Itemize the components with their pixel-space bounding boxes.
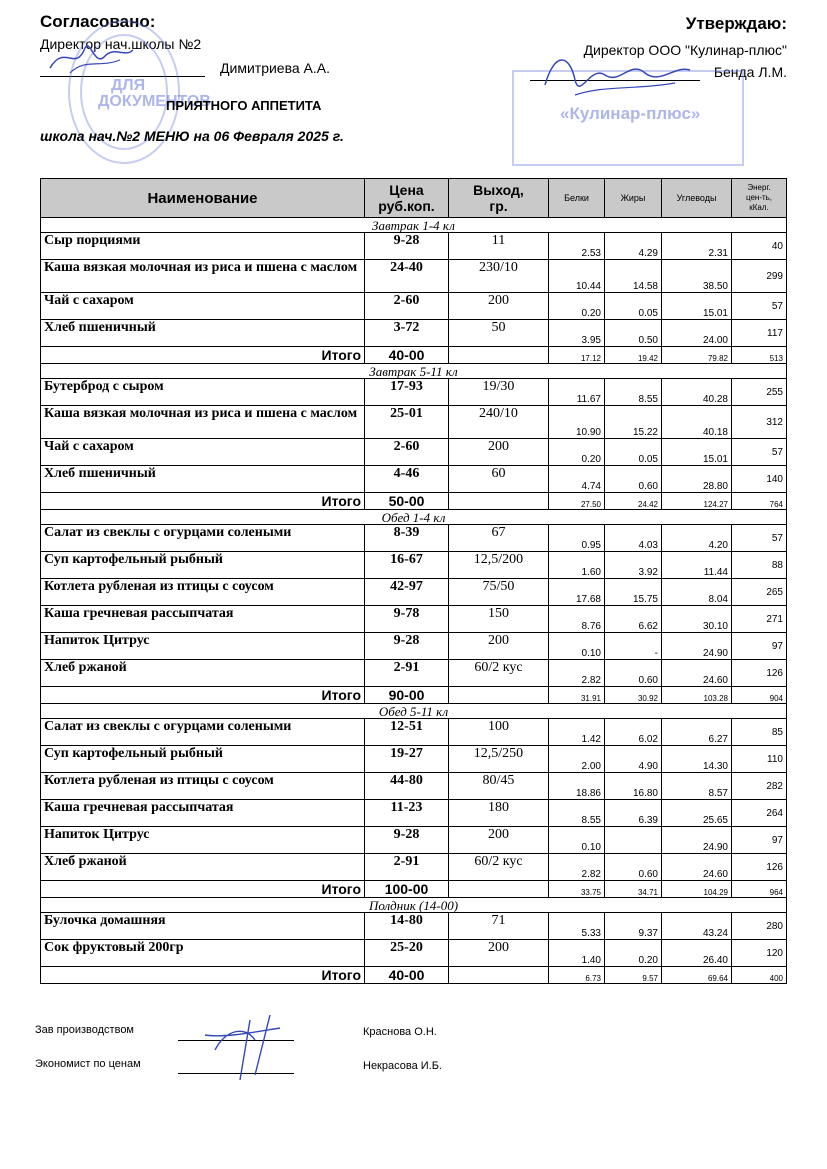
dish-proteins: 18.86 bbox=[549, 773, 605, 800]
total-price: 40-00 bbox=[365, 347, 449, 364]
total-row bbox=[41, 687, 787, 704]
dish-name: Булочка домашняя bbox=[41, 913, 365, 940]
col-carbs-header: Углеводы bbox=[662, 179, 732, 218]
dish-yield: 11 bbox=[449, 233, 549, 260]
dish-energy: 88 bbox=[732, 552, 787, 579]
approved-title: Согласовано: bbox=[40, 12, 156, 31]
dish-carbs: 28.80 bbox=[662, 466, 732, 493]
footer-role-2: Экономист по ценам bbox=[35, 1058, 141, 1070]
dish-fats: 6.62 bbox=[605, 606, 662, 633]
dish-price: 25-20 bbox=[365, 940, 449, 967]
section-title: Обед 1-4 кл bbox=[41, 510, 787, 525]
dish-price: 25-01 bbox=[365, 406, 449, 439]
section-title: Полдник (14-00) bbox=[41, 898, 787, 913]
dish-energy: 312 bbox=[732, 406, 787, 439]
dish-yield: 200 bbox=[449, 827, 549, 854]
dish-energy: 271 bbox=[732, 606, 787, 633]
left-position: Директор нач.школы №2 bbox=[40, 36, 202, 52]
dish-proteins: 5.33 bbox=[549, 913, 605, 940]
dish-row bbox=[41, 606, 787, 633]
dish-energy: 85 bbox=[732, 719, 787, 746]
total-price: 40-00 bbox=[365, 967, 449, 984]
dish-proteins: 0.10 bbox=[549, 633, 605, 660]
right-stamp-text: «Кулинар-плюс» bbox=[560, 104, 701, 123]
dish-yield: 240/10 bbox=[449, 406, 549, 439]
total-label: Итого bbox=[41, 347, 365, 364]
dish-fats bbox=[605, 827, 662, 854]
dish-carbs: 24.90 bbox=[662, 633, 732, 660]
total-yield-empty bbox=[449, 347, 549, 364]
col-name-header: Наименование bbox=[41, 179, 365, 218]
dish-yield: 75/50 bbox=[449, 579, 549, 606]
col-price-header: Цена руб.коп. bbox=[365, 179, 449, 218]
dish-price: 24-40 bbox=[365, 260, 449, 293]
dish-price: 2-60 bbox=[365, 293, 449, 320]
footer-role-1: Зав производством bbox=[35, 1024, 134, 1036]
dish-row bbox=[41, 439, 787, 466]
dish-row bbox=[41, 320, 787, 347]
dish-carbs: 24.90 bbox=[662, 827, 732, 854]
dish-carbs: 15.01 bbox=[662, 439, 732, 466]
total-energy: 964 bbox=[732, 881, 787, 898]
section-header-row bbox=[41, 704, 787, 719]
dish-proteins: 0.95 bbox=[549, 525, 605, 552]
total-fats: 30.92 bbox=[605, 687, 662, 704]
dish-price: 42-97 bbox=[365, 579, 449, 606]
total-label: Итого bbox=[41, 687, 365, 704]
dish-row bbox=[41, 719, 787, 746]
dish-name: Сыр порциями bbox=[41, 233, 365, 260]
total-yield-empty bbox=[449, 493, 549, 510]
dish-row bbox=[41, 913, 787, 940]
dish-energy: 282 bbox=[732, 773, 787, 800]
dish-proteins: 1.42 bbox=[549, 719, 605, 746]
dish-energy: 264 bbox=[732, 800, 787, 827]
dish-fats: 6.39 bbox=[605, 800, 662, 827]
dish-energy: 40 bbox=[732, 233, 787, 260]
dish-yield: 200 bbox=[449, 293, 549, 320]
dish-yield: 19/30 bbox=[449, 379, 549, 406]
dish-yield: 60/2 кус bbox=[449, 854, 549, 881]
section-header-row bbox=[41, 510, 787, 525]
total-energy: 400 bbox=[732, 967, 787, 984]
dish-fats: 0.60 bbox=[605, 854, 662, 881]
dish-proteins: 4.74 bbox=[549, 466, 605, 493]
dish-row bbox=[41, 233, 787, 260]
dish-carbs: 2.31 bbox=[662, 233, 732, 260]
col-fats-header: Жиры bbox=[605, 179, 662, 218]
table-header-row bbox=[41, 179, 787, 218]
menu-table bbox=[40, 178, 787, 984]
dish-proteins: 0.20 bbox=[549, 439, 605, 466]
dish-fats: 9.37 bbox=[605, 913, 662, 940]
dish-proteins: 0.20 bbox=[549, 293, 605, 320]
dish-row bbox=[41, 660, 787, 687]
total-energy: 764 bbox=[732, 493, 787, 510]
dish-price: 14-80 bbox=[365, 913, 449, 940]
total-row bbox=[41, 881, 787, 898]
dish-price: 8-39 bbox=[365, 525, 449, 552]
dish-yield: 12,5/200 bbox=[449, 552, 549, 579]
dish-fats: 0.20 bbox=[605, 940, 662, 967]
col-proteins-header: Белки bbox=[549, 179, 605, 218]
dish-carbs: 26.40 bbox=[662, 940, 732, 967]
dish-fats: 0.60 bbox=[605, 660, 662, 687]
footer-name-1: Краснова О.Н. bbox=[363, 1026, 437, 1038]
left-signature bbox=[45, 38, 135, 78]
dish-fats: - bbox=[605, 633, 662, 660]
dish-price: 44-80 bbox=[365, 773, 449, 800]
dish-proteins: 11.67 bbox=[549, 379, 605, 406]
dish-price: 2-91 bbox=[365, 660, 449, 687]
section-title: Обед 5-11 кл bbox=[41, 704, 787, 719]
dish-fats: 4.29 bbox=[605, 233, 662, 260]
dish-fats: 15.22 bbox=[605, 406, 662, 439]
section-header-row bbox=[41, 218, 787, 233]
dish-energy: 57 bbox=[732, 439, 787, 466]
dish-name: Хлеб ржаной bbox=[41, 660, 365, 687]
section-header-row bbox=[41, 898, 787, 913]
left-stamp-text: ДЛЯ ДОКУМЕНТОВ bbox=[98, 77, 211, 110]
dish-row bbox=[41, 552, 787, 579]
dish-yield: 200 bbox=[449, 633, 549, 660]
dish-carbs: 38.50 bbox=[662, 260, 732, 293]
right-name: Бенда Л.М. bbox=[713, 64, 787, 80]
total-carbs: 104.29 bbox=[662, 881, 732, 898]
dish-energy: 265 bbox=[732, 579, 787, 606]
dish-energy: 255 bbox=[732, 379, 787, 406]
dish-proteins: 2.53 bbox=[549, 233, 605, 260]
dish-carbs: 24.00 bbox=[662, 320, 732, 347]
dish-name: Напиток Цитрус bbox=[41, 633, 365, 660]
dish-row bbox=[41, 633, 787, 660]
dish-energy: 110 bbox=[732, 746, 787, 773]
dish-energy: 117 bbox=[732, 320, 787, 347]
total-fats: 19.42 bbox=[605, 347, 662, 364]
dish-carbs: 11.44 bbox=[662, 552, 732, 579]
dish-yield: 67 bbox=[449, 525, 549, 552]
dish-energy: 140 bbox=[732, 466, 787, 493]
col-yield-header: Выход, гр. bbox=[449, 179, 549, 218]
dish-row bbox=[41, 854, 787, 881]
dish-name: Каша гречневая рассыпчатая bbox=[41, 800, 365, 827]
dish-proteins: 8.76 bbox=[549, 606, 605, 633]
total-label: Итого bbox=[41, 967, 365, 984]
dish-price: 12-51 bbox=[365, 719, 449, 746]
dish-name: Суп картофельный рыбный bbox=[41, 552, 365, 579]
section-header-row bbox=[41, 364, 787, 379]
dish-fats: 6.02 bbox=[605, 719, 662, 746]
total-fats: 34.71 bbox=[605, 881, 662, 898]
dish-price: 4-46 bbox=[365, 466, 449, 493]
total-fats: 24.42 bbox=[605, 493, 662, 510]
dish-fats: 0.05 bbox=[605, 439, 662, 466]
dish-carbs: 24.60 bbox=[662, 660, 732, 687]
dish-proteins: 3.95 bbox=[549, 320, 605, 347]
dish-energy: 120 bbox=[732, 940, 787, 967]
dish-energy: 280 bbox=[732, 913, 787, 940]
total-row bbox=[41, 493, 787, 510]
dish-name: Суп картофельный рыбный bbox=[41, 746, 365, 773]
total-row bbox=[41, 347, 787, 364]
dish-proteins: 0.10 bbox=[549, 827, 605, 854]
total-energy: 513 bbox=[732, 347, 787, 364]
dish-fats: 0.50 bbox=[605, 320, 662, 347]
dish-carbs: 25.65 bbox=[662, 800, 732, 827]
footer-signature bbox=[195, 1010, 285, 1085]
dish-fats: 14.58 bbox=[605, 260, 662, 293]
dish-yield: 12,5/250 bbox=[449, 746, 549, 773]
left-name: Димитриева А.А. bbox=[220, 60, 330, 76]
dish-price: 2-60 bbox=[365, 439, 449, 466]
dish-energy: 97 bbox=[732, 827, 787, 854]
total-carbs: 124.27 bbox=[662, 493, 732, 510]
total-fats: 9.57 bbox=[605, 967, 662, 984]
dish-price: 11-23 bbox=[365, 800, 449, 827]
dish-carbs: 14.30 bbox=[662, 746, 732, 773]
dish-proteins: 2.82 bbox=[549, 660, 605, 687]
right-signature bbox=[535, 45, 695, 105]
dish-fats: 3.92 bbox=[605, 552, 662, 579]
dish-yield: 50 bbox=[449, 320, 549, 347]
dish-proteins: 17.68 bbox=[549, 579, 605, 606]
dish-name: Котлета рубленая из птицы с соусом bbox=[41, 773, 365, 800]
dish-name: Хлеб пшеничный bbox=[41, 320, 365, 347]
dish-name: Каша вязкая молочная из риса и пшена с маслом bbox=[41, 260, 365, 293]
dish-yield: 200 bbox=[449, 940, 549, 967]
dish-price: 9-28 bbox=[365, 233, 449, 260]
total-price: 100-00 bbox=[365, 881, 449, 898]
total-yield-empty bbox=[449, 967, 549, 984]
dish-row bbox=[41, 379, 787, 406]
dish-carbs: 43.24 bbox=[662, 913, 732, 940]
dish-name: Бутерброд с сыром bbox=[41, 379, 365, 406]
dish-row bbox=[41, 827, 787, 854]
dish-carbs: 40.18 bbox=[662, 406, 732, 439]
dish-yield: 100 bbox=[449, 719, 549, 746]
approve-title: Утверждаю: bbox=[685, 14, 787, 33]
total-proteins: 33.75 bbox=[549, 881, 605, 898]
dish-name: Хлеб пшеничный bbox=[41, 466, 365, 493]
dish-price: 9-28 bbox=[365, 633, 449, 660]
dish-name: Напиток Цитрус bbox=[41, 827, 365, 854]
dish-carbs: 15.01 bbox=[662, 293, 732, 320]
dish-fats: 0.05 bbox=[605, 293, 662, 320]
dish-row bbox=[41, 773, 787, 800]
dish-name: Салат из свеклы с огурцами солеными bbox=[41, 525, 365, 552]
dish-row bbox=[41, 746, 787, 773]
dish-row bbox=[41, 260, 787, 293]
dish-name: Каша вязкая молочная из риса и пшена с маслом bbox=[41, 406, 365, 439]
dish-name: Хлеб ржаной bbox=[41, 854, 365, 881]
dish-carbs: 4.20 bbox=[662, 525, 732, 552]
dish-proteins: 8.55 bbox=[549, 800, 605, 827]
dish-name: Котлета рубленая из птицы с соусом bbox=[41, 579, 365, 606]
dish-yield: 180 bbox=[449, 800, 549, 827]
total-label: Итого bbox=[41, 493, 365, 510]
dish-proteins: 10.90 bbox=[549, 406, 605, 439]
dish-name: Чай с сахаром bbox=[41, 439, 365, 466]
footer-name-2: Некрасова И.Б. bbox=[363, 1060, 442, 1072]
dish-fats: 15.75 bbox=[605, 579, 662, 606]
dish-price: 2-91 bbox=[365, 854, 449, 881]
dish-energy: 57 bbox=[732, 525, 787, 552]
dish-row bbox=[41, 406, 787, 439]
dish-row bbox=[41, 800, 787, 827]
dish-price: 9-78 bbox=[365, 606, 449, 633]
dish-price: 16-67 bbox=[365, 552, 449, 579]
dish-energy: 57 bbox=[732, 293, 787, 320]
dish-proteins: 2.00 bbox=[549, 746, 605, 773]
dish-carbs: 24.60 bbox=[662, 854, 732, 881]
dish-yield: 150 bbox=[449, 606, 549, 633]
dish-row bbox=[41, 293, 787, 320]
dish-fats: 8.55 bbox=[605, 379, 662, 406]
total-proteins: 31.91 bbox=[549, 687, 605, 704]
total-label: Итого bbox=[41, 881, 365, 898]
dish-yield: 230/10 bbox=[449, 260, 549, 293]
total-proteins: 27.50 bbox=[549, 493, 605, 510]
dish-proteins: 1.40 bbox=[549, 940, 605, 967]
dish-carbs: 8.57 bbox=[662, 773, 732, 800]
total-price: 90-00 bbox=[365, 687, 449, 704]
total-carbs: 79.82 bbox=[662, 347, 732, 364]
total-carbs: 103.28 bbox=[662, 687, 732, 704]
dish-yield: 71 bbox=[449, 913, 549, 940]
dish-row bbox=[41, 466, 787, 493]
dish-name: Чай с сахаром bbox=[41, 293, 365, 320]
dish-yield: 80/45 bbox=[449, 773, 549, 800]
dish-price: 9-28 bbox=[365, 827, 449, 854]
dish-proteins: 1.60 bbox=[549, 552, 605, 579]
section-title: Завтрак 1-4 кл bbox=[41, 218, 787, 233]
total-carbs: 69.64 bbox=[662, 967, 732, 984]
dish-proteins: 10.44 bbox=[549, 260, 605, 293]
dish-row bbox=[41, 525, 787, 552]
greeting: ПРИЯТНОГО АППЕТИТА bbox=[166, 98, 322, 113]
dish-carbs: 40.28 bbox=[662, 379, 732, 406]
total-row bbox=[41, 967, 787, 984]
dish-row bbox=[41, 579, 787, 606]
dish-name: Салат из свеклы с огурцами солеными bbox=[41, 719, 365, 746]
total-proteins: 6.73 bbox=[549, 967, 605, 984]
dish-yield: 60 bbox=[449, 466, 549, 493]
total-energy: 904 bbox=[732, 687, 787, 704]
menu-subtitle: школа нач.№2 МЕНЮ на 06 Февраля 2025 г. bbox=[40, 128, 344, 144]
dish-energy: 97 bbox=[732, 633, 787, 660]
dish-carbs: 8.04 bbox=[662, 579, 732, 606]
section-title: Завтрак 5-11 кл bbox=[41, 364, 787, 379]
dish-row bbox=[41, 940, 787, 967]
dish-fats: 0.60 bbox=[605, 466, 662, 493]
total-yield-empty bbox=[449, 687, 549, 704]
dish-energy: 126 bbox=[732, 660, 787, 687]
total-proteins: 17.12 bbox=[549, 347, 605, 364]
dish-price: 19-27 bbox=[365, 746, 449, 773]
total-yield-empty bbox=[449, 881, 549, 898]
dish-price: 17-93 bbox=[365, 379, 449, 406]
dish-yield: 60/2 кус bbox=[449, 660, 549, 687]
dish-carbs: 30.10 bbox=[662, 606, 732, 633]
dish-energy: 299 bbox=[732, 260, 787, 293]
dish-name: Каша гречневая рассыпчатая bbox=[41, 606, 365, 633]
dish-fats: 16.80 bbox=[605, 773, 662, 800]
col-energy-header: Энерг. цен-ть, кКал. bbox=[732, 179, 787, 218]
right-position: Директор ООО "Кулинар-плюс" bbox=[583, 42, 787, 58]
dish-energy: 126 bbox=[732, 854, 787, 881]
total-price: 50-00 bbox=[365, 493, 449, 510]
dish-fats: 4.90 bbox=[605, 746, 662, 773]
dish-proteins: 2.82 bbox=[549, 854, 605, 881]
dish-carbs: 6.27 bbox=[662, 719, 732, 746]
dish-fats: 4.03 bbox=[605, 525, 662, 552]
dish-yield: 200 bbox=[449, 439, 549, 466]
dish-price: 3-72 bbox=[365, 320, 449, 347]
dish-name: Сок фруктовый 200гр bbox=[41, 940, 365, 967]
